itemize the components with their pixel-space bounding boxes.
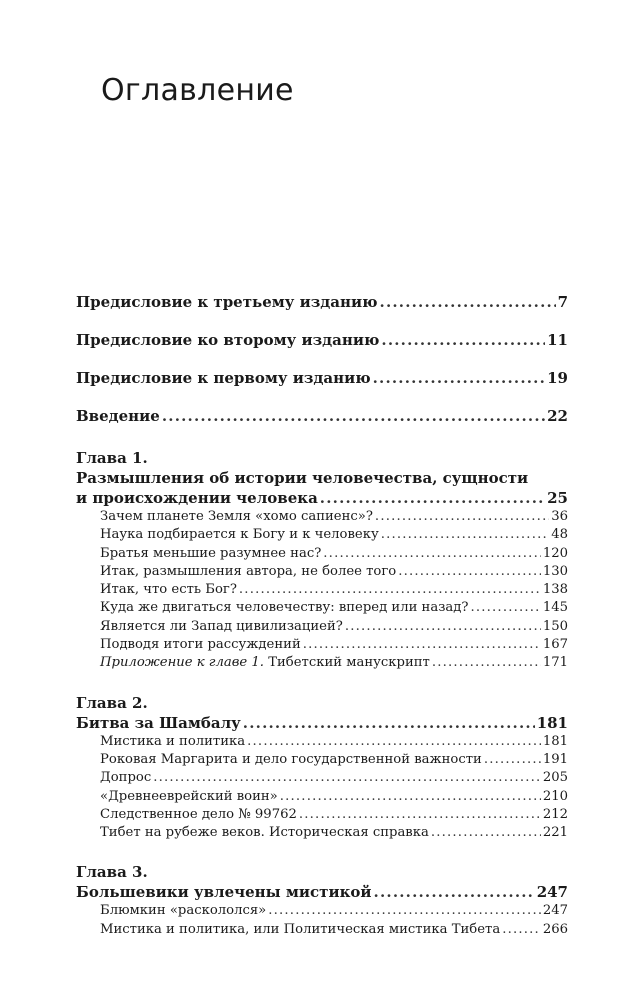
chapter-heading: Глава 2. [76, 693, 148, 712]
chapter-title: Большевики увлечены мистикой [76, 883, 372, 902]
dot-leader [374, 882, 535, 902]
chapter-title: Битва за Шамбалу [76, 713, 241, 732]
dot-leader [381, 331, 545, 349]
section-page: 212 [542, 806, 568, 822]
section-page: 167 [542, 637, 568, 653]
section-label: Подводя итоги рассуждений [100, 637, 301, 653]
toc-entry-page: 22 [547, 407, 568, 425]
section-page: 48 [551, 527, 568, 543]
section-entry[interactable] [100, 563, 568, 581]
section-page: 36 [551, 509, 568, 524]
section-label: Тибет на рубеже веков. Историческая справка [100, 825, 429, 841]
toc-entry-introduction[interactable] [76, 407, 568, 425]
dot-leader [299, 806, 541, 824]
dot-leader [247, 733, 541, 751]
section-entry[interactable] [100, 618, 568, 636]
section-page: 210 [542, 788, 568, 804]
section-page: 150 [542, 618, 568, 634]
section-entry[interactable] [100, 751, 568, 769]
section-page: 130 [542, 563, 568, 579]
section-label: Итак, что есть Бог? [100, 582, 237, 598]
chapter-heading: Глава 3. [76, 863, 148, 882]
section-page: 191 [542, 751, 568, 767]
dot-leader [373, 369, 546, 387]
chapter-sections [76, 733, 568, 843]
dot-leader [484, 751, 541, 769]
chapter-title-line: Размышления об истории человечества, сущности [76, 469, 529, 487]
section-label: «Древнееврейский воин» [100, 788, 278, 804]
section-entry[interactable] [100, 636, 568, 654]
section-label: Является ли Запад цивилизацией? [100, 618, 343, 634]
dot-leader [432, 654, 541, 672]
table-of-contents [76, 293, 568, 939]
toc-entry-label: Предисловие к первому изданию [76, 369, 371, 387]
dot-leader [280, 788, 541, 806]
section-entry[interactable] [100, 581, 568, 599]
dot-leader [323, 545, 541, 563]
toc-entry-page: 19 [547, 369, 568, 387]
toc-entry-preface-1[interactable] [76, 369, 568, 387]
section-label: Итак, размышления автора, не более того [100, 563, 397, 579]
toc-entry-page: 11 [547, 331, 568, 349]
chapter-page: 181 [536, 713, 568, 732]
section-label: Братья меньшие разумнее нас? [100, 545, 322, 561]
section-page: 205 [542, 770, 568, 786]
chapter-title-entry[interactable] [76, 713, 568, 733]
section-label: Блюмкин «раскололся» [100, 903, 267, 919]
chapter-page: 247 [536, 883, 568, 902]
toc-entry-preface-2[interactable] [76, 331, 568, 349]
section-page: 145 [542, 600, 568, 616]
section-label: Роковая Маргарита и дело государственной важности [100, 751, 482, 767]
chapter-2 [76, 693, 568, 843]
toc-entry-page: 7 [557, 293, 568, 311]
dot-leader [162, 407, 545, 425]
dot-leader [239, 581, 541, 599]
page-title: Оглавление [101, 73, 294, 108]
dot-leader [153, 769, 541, 787]
toc-entry-preface-3[interactable] [76, 293, 568, 311]
appendix-label: Приложение к главе 1. [100, 655, 264, 671]
section-label: Наука подбирается к Богу и к человеку [100, 527, 379, 543]
section-entry[interactable] [100, 526, 568, 544]
section-label: Зачем планете Земля «хомо сапиенс»? [100, 509, 373, 524]
dot-leader [345, 618, 541, 636]
section-page: 247 [542, 903, 568, 919]
section-entry[interactable] [100, 824, 568, 842]
section-page: 221 [542, 825, 568, 841]
dot-leader [398, 563, 541, 581]
chapter-sections [76, 508, 568, 673]
section-page: 120 [542, 545, 568, 561]
section-entry-appendix[interactable] [100, 654, 568, 672]
chapter-3 [76, 862, 568, 939]
dot-leader [502, 921, 541, 939]
chapter-page: 25 [547, 489, 568, 507]
dot-leader [470, 599, 540, 617]
dot-leader [303, 636, 541, 654]
section-entry[interactable] [100, 508, 568, 526]
section-page: 266 [542, 921, 568, 937]
section-page: 138 [542, 582, 568, 598]
section-entry[interactable] [100, 921, 568, 939]
toc-entry-label: Предисловие ко второму изданию [76, 331, 380, 349]
section-label: Куда же двигаться человечеству: вперед или назад? [100, 600, 469, 616]
section-entry[interactable] [100, 599, 568, 617]
section-page: 171 [542, 655, 568, 671]
section-label: Мистика и политика [100, 733, 246, 749]
toc-entry-label: Введение [76, 407, 160, 425]
chapter-title-entry[interactable] [76, 882, 568, 902]
appendix-title: Тибетский манускрипт [264, 655, 430, 671]
section-entry[interactable] [100, 769, 568, 787]
chapter-title: и происхождении человека [76, 489, 318, 507]
dot-leader [380, 293, 556, 311]
section-label: Допрос [100, 770, 152, 786]
dot-leader [320, 488, 545, 508]
front-matter [76, 293, 568, 425]
dot-leader [243, 713, 535, 733]
chapter-1 [76, 448, 568, 673]
dot-leader [381, 526, 550, 544]
toc-entry-label: Предисловие к третьему изданию [76, 293, 378, 311]
section-entry[interactable] [100, 902, 568, 920]
chapter-sections [76, 902, 568, 939]
section-label [100, 654, 430, 672]
section-entry[interactable] [100, 545, 568, 563]
section-label: Следственное дело № 99762 [100, 806, 297, 822]
dot-leader [375, 508, 549, 526]
section-entry[interactable] [100, 806, 568, 824]
section-label: Мистика и политика, или Политическая мистика Тибета [100, 921, 501, 937]
section-entry[interactable] [100, 733, 568, 751]
section-page: 181 [542, 733, 568, 749]
dot-leader [431, 824, 541, 842]
chapter-title-entry[interactable] [76, 488, 568, 508]
section-entry[interactable] [100, 788, 568, 806]
chapter-heading: Глава 1. [76, 449, 148, 467]
dot-leader [268, 902, 541, 920]
